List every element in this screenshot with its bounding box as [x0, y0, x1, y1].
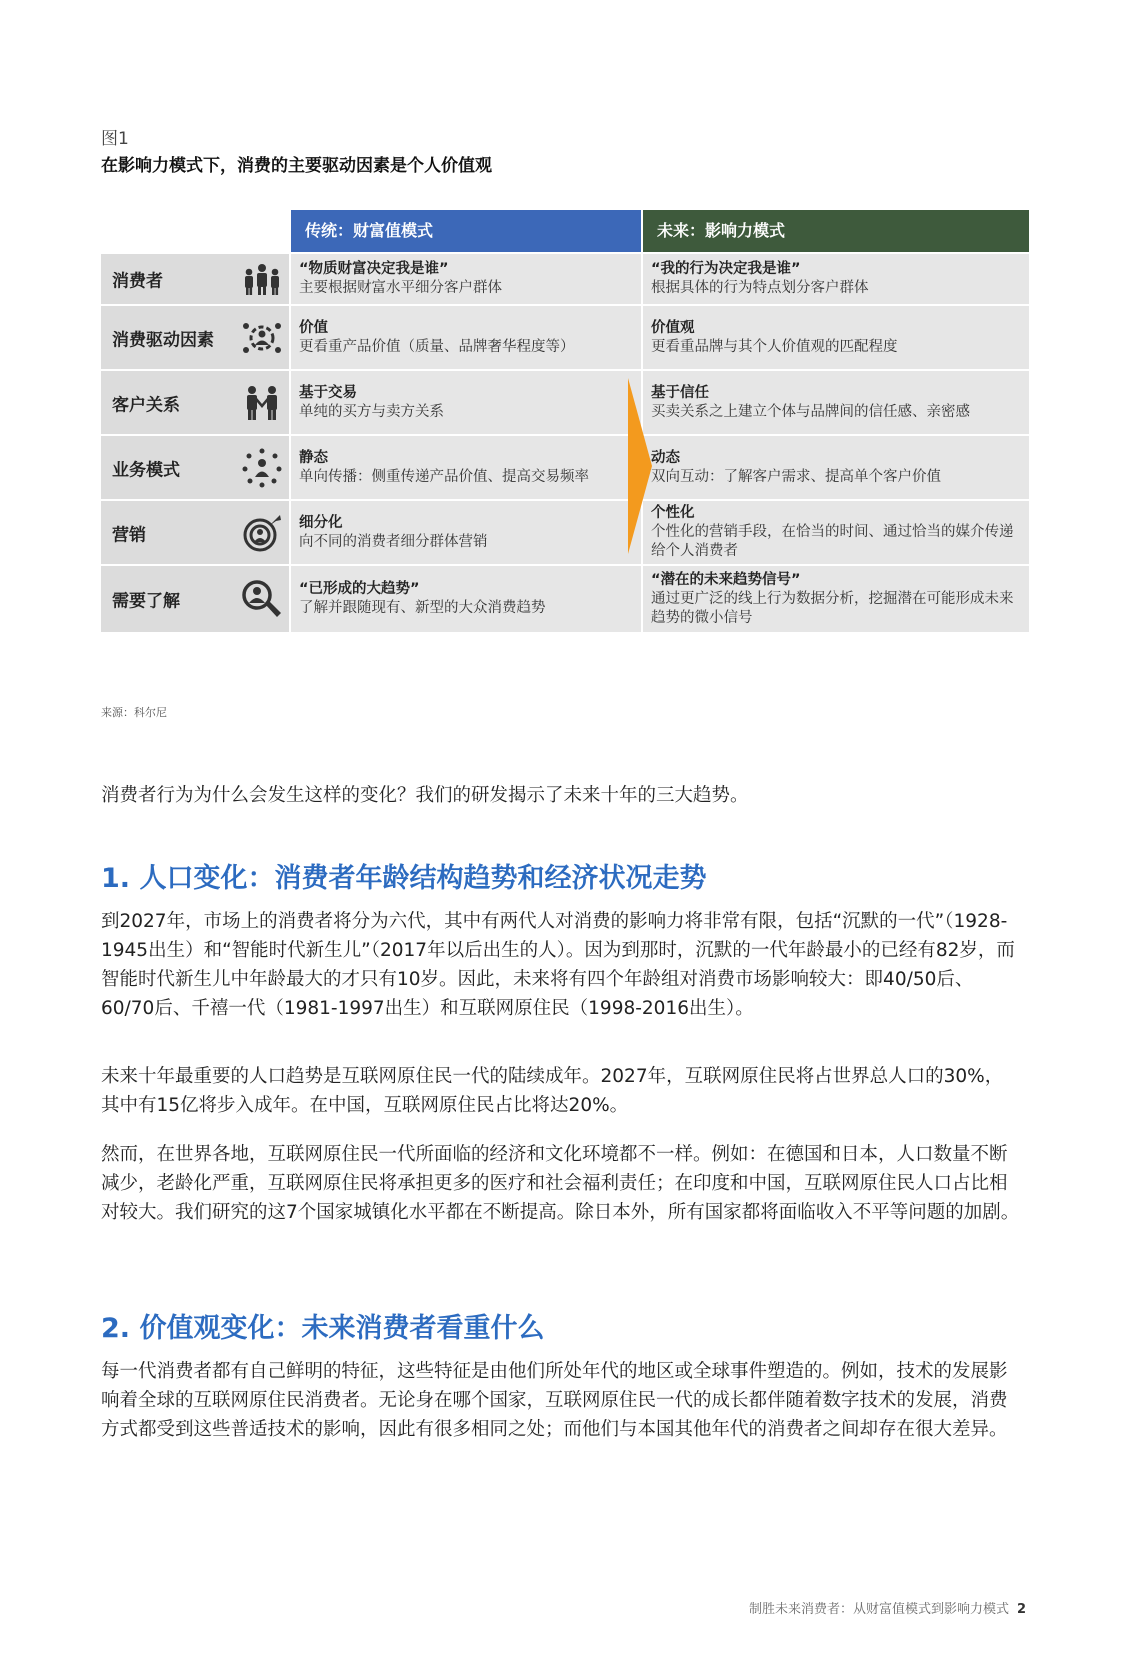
future-cell-title: “我的行为决定我是谁” — [651, 261, 801, 277]
section-1-paragraph-1: 到2027年，市场上的消费者将分为六代，其中有两代人对消费的影响力将非常有限，包括“沉默的一代”（1928-1945出生）和“智能时代新生儿”（2017年以后出生的人）。因为到那时，沉默的一代年龄最小的已经有82岁，而智能时代新生儿中年龄最大的才只有10岁。因此，未来将有四个年龄组对消费市场影响较大：即40/50后、60/70后、千禧一代（1981-1997出生）和互联网原住民（1998-2016出生）。 — [101, 911, 1015, 1019]
footer-title: 制胜未来消费者：从财富值模式到影响力模式 — [748, 1602, 1009, 1617]
future-cell — [643, 254, 1029, 304]
row-label: 营销 — [112, 525, 146, 545]
traditional-cell-text: 单向传播：侧重传递产品价值、提高交易频率 — [299, 468, 589, 485]
future-cell-title: 基于信任 — [651, 384, 709, 401]
future-cell — [643, 566, 1029, 632]
future-cell-title: 价值观 — [651, 319, 695, 336]
page-footer — [749, 1598, 1026, 1617]
traditional-cell-text: 更看重产品价值（质量、品牌奢华程度等） — [299, 338, 575, 355]
future-cell — [643, 436, 1029, 499]
future-cell — [643, 306, 1029, 369]
table-row — [101, 566, 1029, 632]
header-future-model: 未来：影响力模式 — [643, 210, 1029, 252]
row-label-cell — [101, 306, 289, 369]
row-label-cell — [101, 371, 289, 434]
row-label: 消费驱动因素 — [112, 330, 214, 350]
row-label-cell — [101, 436, 289, 499]
traditional-cell-title: 价值 — [299, 319, 328, 336]
row-label-cell — [101, 501, 289, 564]
traditional-cell — [291, 371, 641, 434]
table-row — [101, 436, 1029, 499]
page-number: 2 — [1016, 1602, 1026, 1617]
section-1-paragraph-2: 未来十年最重要的人口趋势是互联网原住民一代的陆续成年。2027年，互联网原住民将占世界总人口的30%，其中有15亿将步入成年。在中国，互联网原住民占比将达20%。 — [101, 1066, 1004, 1116]
magnifier-person-icon — [240, 579, 284, 619]
traditional-cell — [291, 436, 641, 499]
source-note: 来源：科尔尼 — [101, 706, 167, 719]
gear-person-icon — [240, 318, 284, 358]
traditional-cell — [291, 501, 641, 564]
future-cell-title: “潜在的未来趋势信号” — [651, 571, 801, 588]
people-group-icon — [240, 259, 284, 299]
table-row — [101, 254, 1029, 304]
traditional-cell — [291, 566, 641, 632]
row-label: 客户关系 — [112, 395, 180, 415]
traditional-cell-title: “已形成的大趋势” — [299, 581, 420, 597]
figure-label: 图1 — [101, 129, 129, 149]
traditional-cell-text: 主要根据财富水平细分客户群体 — [299, 280, 502, 296]
traditional-cell-title: “物质财富决定我是谁” — [299, 261, 449, 277]
network-people-icon — [240, 448, 284, 488]
traditional-cell — [291, 254, 641, 304]
row-label-cell — [101, 566, 289, 632]
handshake-icon — [240, 383, 284, 423]
future-cell-text: 个性化的营销手段，在恰当的时间、通过恰当的媒介传递给个人消费者 — [651, 524, 1014, 559]
header-traditional-model: 传统：财富值模式 — [291, 210, 641, 252]
row-label: 需要了解 — [112, 591, 180, 612]
section-2-heading: 2. 价值观变化：未来消费者看重什么 — [101, 1313, 545, 1344]
future-cell-text: 买卖关系之上建立个体与品牌间的信任感、亲密感 — [651, 403, 970, 420]
traditional-cell-text: 了解并跟随现有、新型的大众消费趋势 — [299, 600, 546, 616]
future-cell-title: 个性化 — [651, 505, 695, 521]
intro-paragraph: 消费者行为为什么会发生这样的变化？我们的研发揭示了未来十年的三大趋势。 — [101, 785, 749, 806]
figure-title: 在影响力模式下，消费的主要驱动因素是个人价值观 — [101, 156, 492, 176]
traditional-cell-text: 向不同的消费者细分群体营销 — [299, 533, 488, 550]
traditional-cell-title: 细分化 — [299, 514, 343, 531]
section-1-paragraph-3: 然而，在世界各地，互联网原住民一代所面临的经济和文化环境都不一样。例如：在德国和日本，人口数量不断减少，老龄化严重，互联网原住民将承担更多的医疗和社会福利责任；在印度和中国，互联网原住民人口占比相对较大。我们研究的这7个国家城镇化水平都在不断提高。除日本外，所有国家都将面临收入不平等问题的加剧。 — [101, 1144, 1020, 1223]
traditional-cell-title: 基于交易 — [299, 384, 357, 401]
future-cell — [643, 371, 1029, 434]
section-2-paragraph-1: 每一代消费者都有自己鲜明的特征，这些特征是由他们所处年代的地区或全球事件塑造的。例如，技术的发展影响着全球的互联网原住民消费者。无论身在哪个国家，互联网原住民一代的成长都伴随着数字技术的发展，消费方式都受到这些普适技术的影响，因此有很多相同之处；而他们与本国其他年代的消费者之间却存在很大差异。 — [101, 1361, 1008, 1440]
traditional-cell-text: 单纯的买方与卖方关系 — [299, 403, 444, 420]
row-label: 消费者 — [112, 271, 163, 292]
future-cell-title: 动态 — [651, 449, 680, 466]
future-cell-text: 更看重品牌与其个人价值观的匹配程度 — [651, 338, 898, 355]
traditional-cell-title: 静态 — [299, 449, 328, 466]
future-cell-text: 双向互动：了解客户需求、提高单个客户价值 — [651, 468, 941, 485]
target-person-icon — [240, 513, 284, 553]
table-row — [101, 501, 1029, 564]
traditional-cell — [291, 306, 641, 369]
table-row — [101, 306, 1029, 369]
future-cell — [643, 501, 1029, 564]
transition-arrow-icon — [628, 378, 656, 554]
future-cell-text: 通过更广泛的线上行为数据分析，挖掘潜在可能形成未来趋势的微小信号 — [651, 590, 1014, 626]
future-cell-text: 根据具体的行为特点划分客户群体 — [651, 280, 869, 296]
row-label: 业务模式 — [112, 460, 180, 480]
row-label-cell — [101, 254, 289, 304]
section-1-heading: 1. 人口变化：消费者年龄结构趋势和经济状况走势 — [101, 863, 707, 894]
table-row — [101, 371, 1029, 434]
